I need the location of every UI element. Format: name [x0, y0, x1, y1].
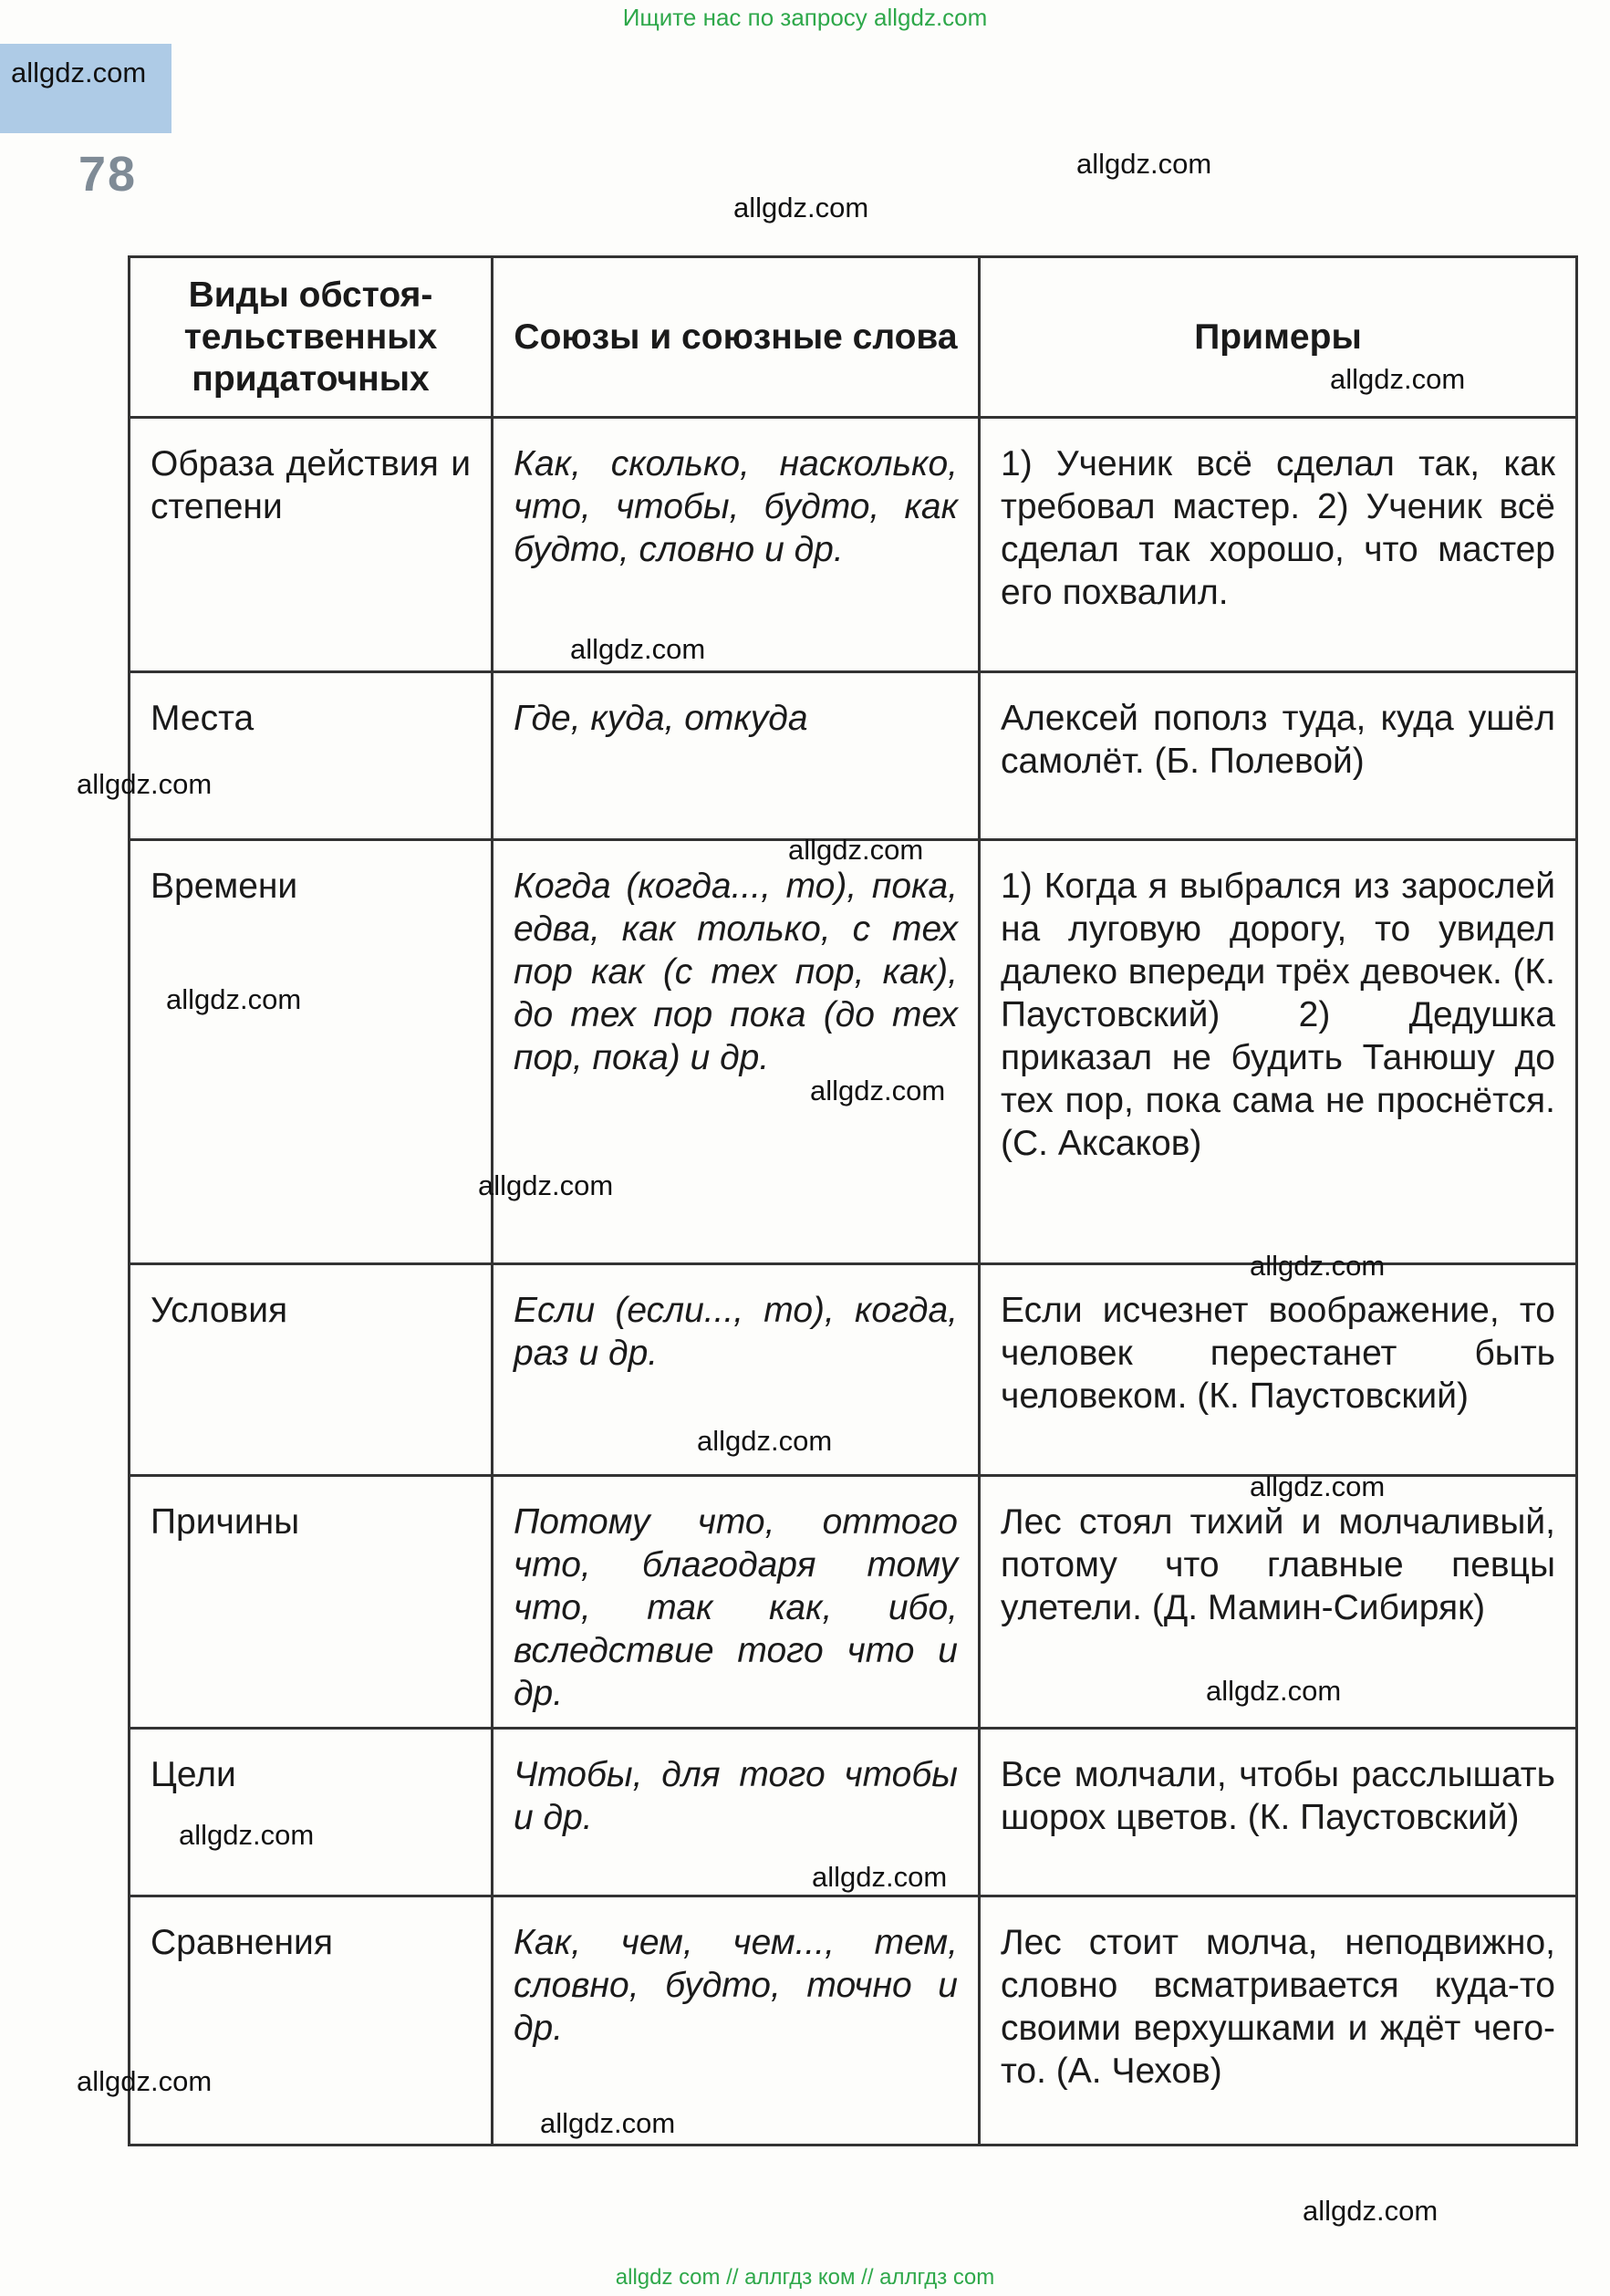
watermark: allgdz.com	[77, 2065, 213, 2097]
cell-conjunctions: Как, чем, чем..., тем, словно, будто, точно и др.	[493, 1896, 980, 2145]
cell-type: Времени	[130, 840, 493, 1264]
watermark: allgdz.com	[570, 633, 706, 665]
watermark: allgdz.com	[540, 2107, 676, 2139]
header-conjunctions: Союзы и союзные слова	[493, 257, 980, 418]
watermark: allgdz.com	[788, 834, 924, 866]
cell-examples: Если исчезнет воображение, то человек перестанет быть человеком. (К. Паустовский)	[980, 1264, 1577, 1476]
bottom-footer: allgdz com // аллгдз ком // аллгдз com	[615, 2265, 995, 2290]
cell-type: Причины	[130, 1476, 493, 1729]
watermark: allgdz.com	[733, 192, 869, 223]
watermark: allgdz.com	[478, 1169, 614, 1201]
cell-type: Места	[130, 672, 493, 840]
cell-type: Условия	[130, 1264, 493, 1476]
top-banner: Ищите нас по запросу allgdz.com	[622, 4, 988, 31]
watermark: allgdz.com	[11, 57, 147, 88]
watermark: allgdz.com	[77, 768, 213, 800]
cell-examples: Алексей пополз туда, куда ушёл самолёт. (Б. Полевой)	[980, 672, 1577, 840]
table-row	[130, 1896, 1577, 2145]
header-examples: Примеры	[980, 257, 1577, 418]
watermark: allgdz.com	[179, 1819, 315, 1851]
table-row	[130, 1476, 1577, 1729]
cell-examples: Лес стоял тихий и молчаливый, потому что главные певцы улетели. (Д. Мамин-Сибиряк)	[980, 1476, 1577, 1729]
table-row	[130, 672, 1577, 840]
table-row	[130, 1264, 1577, 1476]
cell-conjunctions: Если (если..., то), когда, раз и др.	[493, 1264, 980, 1476]
cell-type: Образа действия и степени	[130, 418, 493, 672]
cell-examples: Все молчали, чтобы расслышать шорох цветов. (К. Паустовский)	[980, 1729, 1577, 1896]
header-type: Виды обстоя-тельственных придаточных	[130, 257, 493, 418]
watermark: allgdz.com	[810, 1075, 946, 1106]
cell-type: Цели	[130, 1729, 493, 1896]
cell-conjunctions: Где, куда, откуда	[493, 672, 980, 840]
watermark: allgdz.com	[1303, 2195, 1439, 2227]
table-row	[130, 840, 1577, 1264]
cell-examples: Лес стоит молча, неподвижно, словно всматривается куда-то своими верхушками и ждёт чего-то. (А. Чехов)	[980, 1896, 1577, 2145]
cell-conjunctions: Чтобы, для того чтобы и др.	[493, 1729, 980, 1896]
cell-conjunctions: Потому что, оттого что, благодаря тому что, так как, ибо, вследствие того что и др.	[493, 1476, 980, 1729]
watermark: allgdz.com	[1250, 1470, 1386, 1502]
cell-conjunctions: Когда (когда..., то), пока, едва, как только, с тех пор как (с тех пор, как), до тех пор пока (до тех пор, пока) и др.	[493, 840, 980, 1264]
page-number: 78	[78, 147, 138, 202]
watermark: allgdz.com	[1206, 1675, 1342, 1707]
watermark: allgdz.com	[812, 1861, 948, 1893]
watermark: allgdz.com	[697, 1425, 833, 1457]
cell-type: Сравнения	[130, 1896, 493, 2145]
watermark: allgdz.com	[1076, 148, 1212, 180]
cell-examples: 1) Ученик всё сделал так, как требовал мастер. 2) Ученик всё сделал так хорошо, что мастер его похвалил.	[980, 418, 1577, 672]
watermark: allgdz.com	[1330, 363, 1466, 395]
cell-examples: 1) Когда я выбрался из зарослей на луговую дорогу, то увидел далеко впереди трёх девочек. (К. Паустовский) 2) Дедушка приказал не будить Танюшу до тех пор, пока сама не проснётся. (С. Аксаков)	[980, 840, 1577, 1264]
table-row	[130, 418, 1577, 672]
watermark: allgdz.com	[166, 983, 302, 1015]
cell-conjunctions: Как, сколько, насколько, что, чтобы, будто, как будто, словно и др.	[493, 418, 980, 672]
watermark: allgdz.com	[1250, 1250, 1386, 1282]
